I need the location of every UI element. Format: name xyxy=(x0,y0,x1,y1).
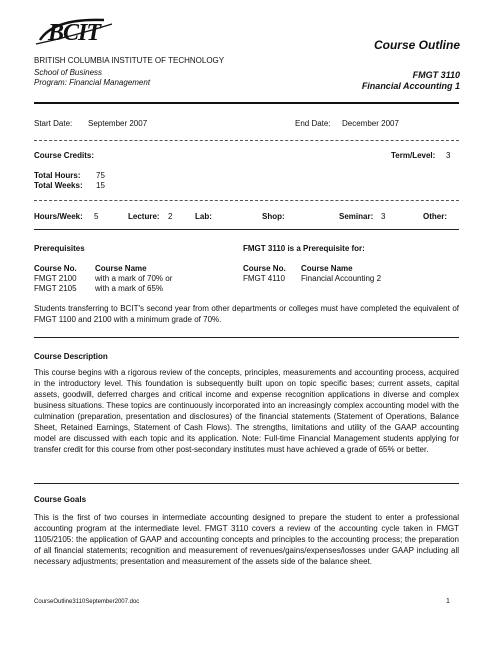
page-number: 1 xyxy=(446,598,450,605)
lecture-label: Lecture: xyxy=(128,212,160,221)
course-code: FMGT 3110 xyxy=(412,70,460,80)
prereq-col-name: Course Name xyxy=(95,264,147,273)
description-rule xyxy=(34,483,459,484)
lecture-value: 2 xyxy=(168,212,173,221)
course-credits-label: Course Credits: xyxy=(34,151,95,160)
start-date-value: September 2007 xyxy=(88,119,148,128)
lab-label: Lab: xyxy=(195,212,212,221)
description-text: This course begins with a rigorous review of the concepts, principles, measurements and accounting process, acquired in the introductory level. This foundation is subsequently built upon on topic specific bases; current assets, capital assets, goodwill, deferred charges and critical income and expense recognition applications in diverse and complex business situations. These topics are continuously incorporated into an increasingly complex accounting model with the culmination (preparation, presentation and disclosures) of the financial statements (Statement of Operations, Balance Sheet, Retained Earnings, Statement of Cash Flows). The strengths, limitations and utility of the GAAP accounting model are discussed with each topic and its application. Note: Full-time Financial Management students applying for transfer credit for this course from other post-secondary institutes must have achieved a grade of 65% or better. xyxy=(34,368,459,454)
program-name: Program: Financial Management xyxy=(34,78,151,87)
dates-rule xyxy=(34,140,459,141)
logo-text: BCIT xyxy=(48,20,101,46)
prereq-note: Students transferring to BCIT's second year from other departments or colleges must have completed the equivalent of FMGT 1100 and 2100 with a minimum grade of 70%. xyxy=(34,304,459,324)
institute-name: BRITISH COLUMBIA INSTITUTE OF TECHNOLOGY xyxy=(34,56,225,65)
hours-week-value: 5 xyxy=(94,212,99,221)
footer-filename: CourseOutline3110September2007.doc xyxy=(34,599,140,605)
seminar-label: Seminar: xyxy=(339,212,374,221)
goals-text: This is the first of two courses in intermediate accounting designed to prepare the student to enter a professional accounting program at the intermediate level. FMGT 3110 covers a review of the accounting cycle taken in FMGT 1105/2105: the application of GAAP and accounting concepts and principles to the accounting process; the preparation of all financial statements; recognition and measurement of revenues/gains/expenses/losses under GAAP including all necessary adjustments; presentation and measurement of the assets side of the balance sheet. xyxy=(34,513,459,566)
end-date-value: December 2007 xyxy=(342,119,399,128)
prereq-for-col-name: Course Name xyxy=(301,264,353,273)
total-weeks-value: 15 xyxy=(96,181,105,190)
total-hours-value: 75 xyxy=(96,171,105,180)
prereq-rule xyxy=(34,337,459,338)
term-level-label: Term/Level: xyxy=(391,151,436,160)
total-hours-label: Total Hours: xyxy=(34,171,81,180)
shop-label: Shop: xyxy=(262,212,285,221)
doc-title: Course Outline xyxy=(373,38,460,52)
prereq-row-name: with a mark of 65% xyxy=(95,284,164,293)
header-rule xyxy=(34,102,459,104)
start-date-label: Start Date: xyxy=(34,119,73,128)
total-weeks-label: Total Weeks: xyxy=(34,181,83,190)
prereq-for-col-no: Course No. xyxy=(243,264,286,273)
course-name: Financial Accounting 1 xyxy=(361,81,460,91)
end-date-label: End Date: xyxy=(295,119,331,128)
school-name: School of Business xyxy=(34,68,103,77)
prereq-col-no: Course No. xyxy=(34,264,77,273)
hours-week-label: Hours/Week: xyxy=(34,212,83,221)
prereq-for-row-name: Financial Accounting 2 xyxy=(301,274,382,283)
term-level-value: 3 xyxy=(446,151,451,160)
prereq-row-no: FMGT 2105 xyxy=(34,284,77,293)
bcit-logo xyxy=(34,14,114,50)
credits-rule xyxy=(34,200,459,201)
other-label: Other: xyxy=(423,212,447,221)
prereq-for-row-no: FMGT 4110 xyxy=(243,274,285,283)
description-title: Course Description xyxy=(34,352,108,361)
prereq-row-name: with a mark of 70% or xyxy=(95,274,173,283)
prereq-title: Prerequisites xyxy=(34,244,85,253)
goals-title: Course Goals xyxy=(34,495,87,504)
seminar-value: 3 xyxy=(381,212,386,221)
hours-rule xyxy=(34,229,459,230)
prereq-row-no: FMGT 2100 xyxy=(34,274,77,283)
prereq-for-title: FMGT 3110 is a Prerequisite for: xyxy=(243,244,365,253)
